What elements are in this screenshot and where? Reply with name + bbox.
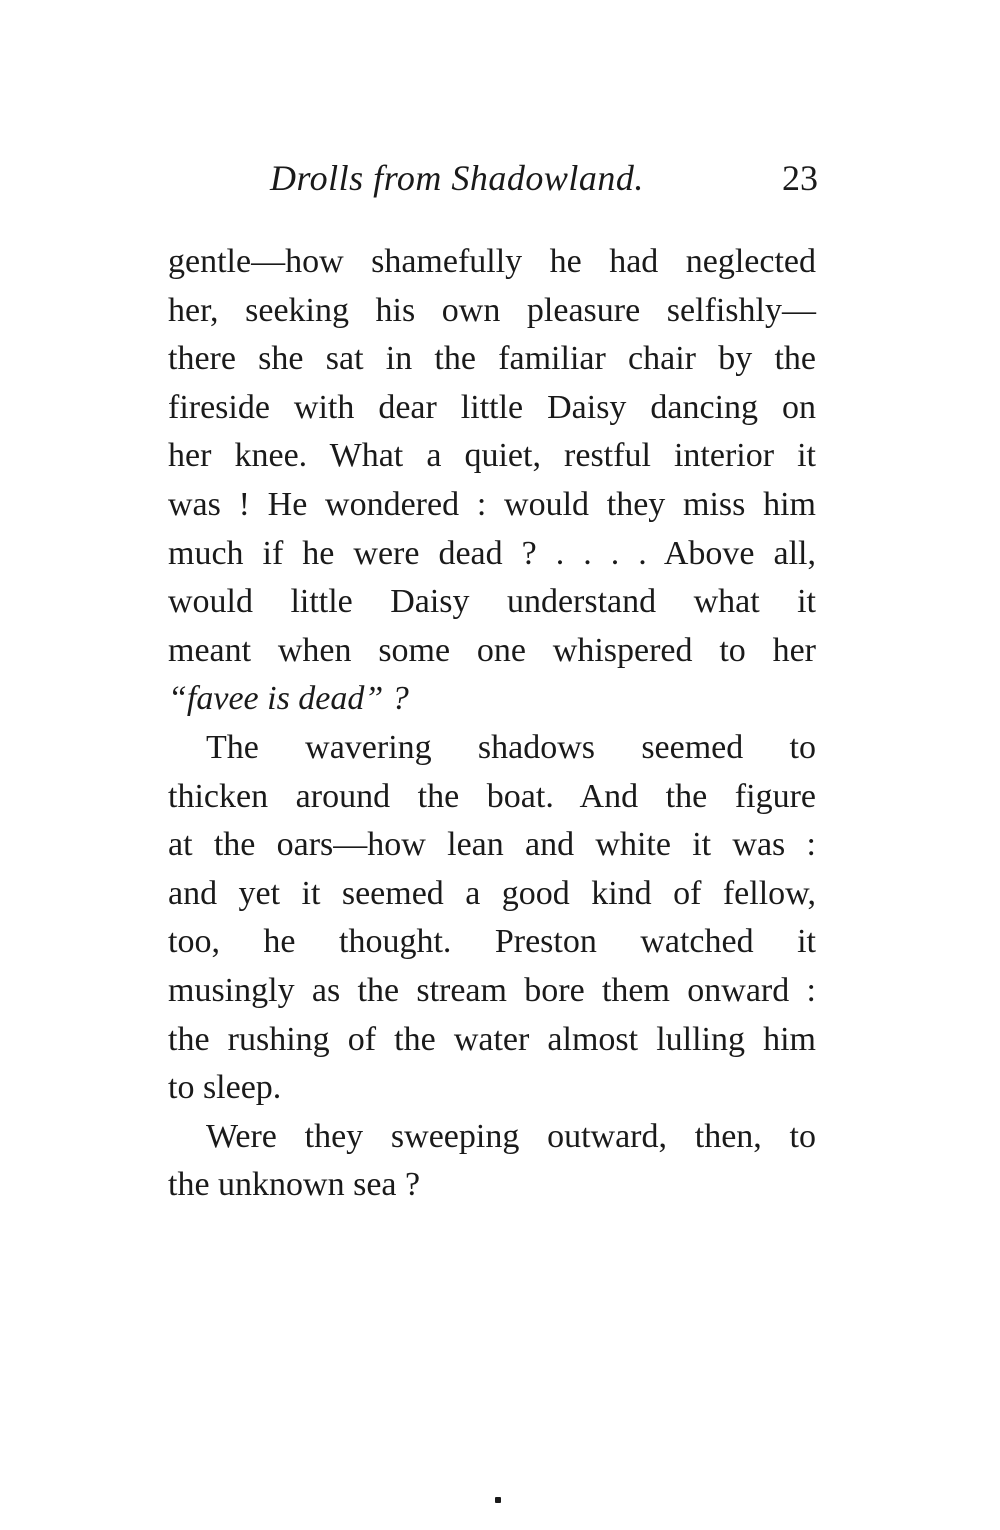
- paragraph-3: [168, 1113, 816, 1210]
- text-line: too, he thought. Preston watched it: [168, 923, 816, 961]
- text-line: there she sat in the familiar chair by the: [168, 340, 816, 378]
- text-line: “favee is dead” ?: [168, 680, 409, 718]
- text-line: musingly as the stream bore them onward :: [168, 971, 816, 1009]
- text-line: thicken around the boat. And the figure: [168, 777, 816, 815]
- text-line: and yet it seemed a good kind of fellow,: [168, 874, 816, 912]
- text-line: at the oars—how lean and white it was :: [168, 826, 816, 864]
- text-line: was ! He wondered : would they miss him: [168, 485, 816, 523]
- text-line: to sleep.: [168, 1069, 282, 1107]
- text-line: her, seeking his own pleasure selfishly—: [168, 291, 816, 329]
- text-line: the unknown sea ?: [168, 1166, 421, 1204]
- running-head: [168, 150, 818, 210]
- running-title: Drolls from Shadowland.: [270, 158, 644, 198]
- text-line: her knee. What a quiet, restful interior it: [168, 437, 816, 475]
- page-number: 23: [782, 158, 818, 198]
- text-line: gentle—how shamefully he had neglected: [168, 243, 816, 280]
- text-line: much if he were dead ? . . . . Above all,: [168, 534, 816, 572]
- paragraph-2: [168, 724, 816, 1113]
- text-line: Were they sweeping outward, then, to: [206, 1117, 816, 1155]
- text-line: The wavering shadows seemed to: [206, 728, 816, 766]
- text-line: meant when some one whispered to her: [168, 631, 816, 669]
- body-text: [168, 238, 816, 1210]
- page-dot-mark: [495, 1497, 501, 1503]
- text-line: fireside with dear little Daisy dancing on: [168, 388, 816, 426]
- text-line: would little Daisy understand what it: [168, 583, 816, 621]
- text-line: the rushing of the water almost lulling him: [168, 1020, 816, 1058]
- paragraph-1: [168, 238, 816, 724]
